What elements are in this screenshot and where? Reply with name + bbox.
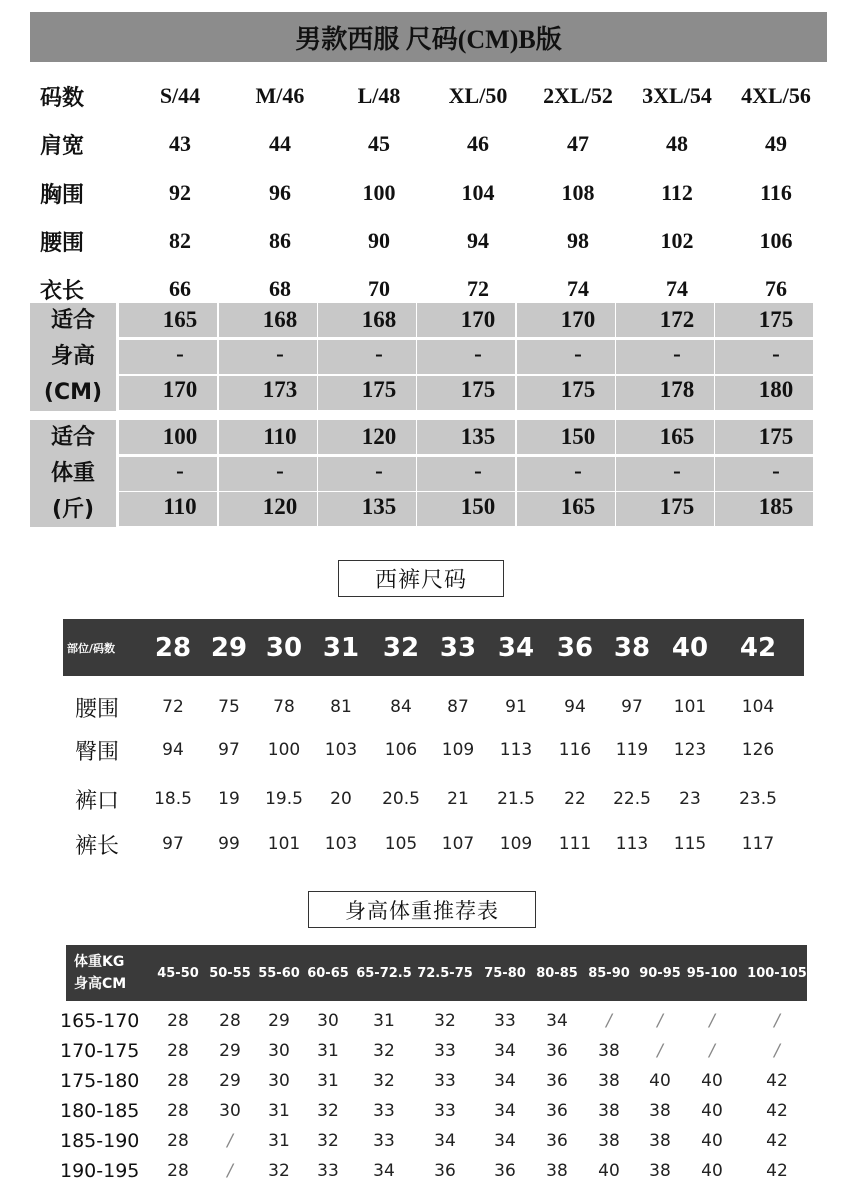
measurement-cell: 100 — [362, 180, 396, 205]
range-max: 170 — [162, 377, 198, 402]
pants-value-cell: 103 — [324, 834, 358, 854]
recommended-size-cell: 40 — [701, 1161, 723, 1181]
pants-value-cell: 21 — [447, 789, 469, 809]
recommended-size-cell: 33 — [373, 1131, 395, 1151]
recommend-row — [60, 1006, 820, 1036]
row-label: 衣长 — [40, 278, 85, 304]
range-dash: - — [474, 341, 482, 366]
measurement-cell: 102 — [660, 228, 694, 253]
suit-row-shoulder — [30, 120, 827, 168]
pants-size-header: 40 — [671, 632, 709, 663]
recommended-size-cell: 32 — [317, 1131, 339, 1151]
range-min: 168 — [361, 307, 397, 332]
weight-range-header: 100-105 — [747, 965, 807, 981]
recommended-size-cell: 31 — [268, 1131, 290, 1151]
recommend-row — [60, 1066, 820, 1096]
pants-value-cell: 97 — [218, 740, 240, 760]
range-max: 135 — [361, 494, 397, 519]
fit-label-line: 适合 — [50, 425, 95, 450]
pants-size-header: 33 — [439, 632, 477, 663]
recommended-size-cell: 33 — [434, 1071, 456, 1091]
range-max: 173 — [262, 377, 298, 402]
suit-size-header-row — [30, 72, 827, 120]
recommended-size-cell: 36 — [546, 1071, 568, 1091]
fit-label-line: 体重 — [50, 461, 95, 486]
pants-size-header: 31 — [322, 632, 360, 663]
range-dash: - — [673, 341, 681, 366]
recommended-size-cell: 29 — [219, 1041, 241, 1061]
recommended-size-cell: 40 — [701, 1071, 723, 1091]
range-max: 165 — [560, 494, 596, 519]
pants-value-cell: 119 — [615, 740, 649, 760]
pants-value-cell: 115 — [673, 834, 707, 854]
pants-value-cell: 91 — [505, 697, 527, 717]
recommended-size-cell: 38 — [649, 1161, 671, 1181]
pants-value-cell: 116 — [558, 740, 592, 760]
height-range-label: 170-175 — [60, 1040, 140, 1062]
range-max: 120 — [262, 494, 298, 519]
pants-size-header: 38 — [613, 632, 651, 663]
measurement-cell: 47 — [567, 131, 589, 156]
range-min: 110 — [263, 424, 297, 449]
pants-value-cell: 20 — [330, 789, 352, 809]
pants-row — [63, 728, 804, 772]
recommended-size-cell: 28 — [219, 1011, 241, 1031]
range-min: 150 — [560, 424, 596, 449]
recommended-size-cell: 34 — [494, 1131, 516, 1151]
recommended-size-cell: 32 — [317, 1101, 339, 1121]
measurement-cell: 104 — [461, 180, 495, 205]
recommended-size-cell: 40 — [598, 1161, 620, 1181]
range-max: 175 — [361, 377, 397, 402]
pants-value-cell: 97 — [162, 834, 184, 854]
recommend-corner-label — [74, 951, 126, 995]
measurement-cell: 98 — [567, 228, 589, 253]
range-min: 100 — [162, 424, 198, 449]
recommend-row — [60, 1126, 820, 1156]
pants-size-header: 32 — [382, 632, 420, 663]
recommended-size-cell: 42 — [766, 1071, 788, 1091]
recommended-size-cell: 30 — [268, 1041, 290, 1061]
height-range-label: 165-170 — [60, 1010, 140, 1032]
pants-size-header: 34 — [497, 632, 535, 663]
measurement-cell: 94 — [467, 228, 489, 253]
recommended-size-cell: 34 — [434, 1131, 456, 1151]
recommended-size-cell: 36 — [434, 1161, 456, 1181]
size-header-cell: 3XL/54 — [642, 83, 712, 108]
recommended-size-cell: 42 — [766, 1101, 788, 1121]
pants-value-cell: 103 — [324, 740, 358, 760]
recommended-size-cell: 31 — [268, 1101, 290, 1121]
measurement-cell: 106 — [759, 228, 793, 253]
pants-value-cell: 18.5 — [154, 789, 192, 809]
pants-row-label: 裤口 — [75, 788, 120, 814]
weight-range-header: 85-90 — [588, 965, 630, 981]
row-label: 肩宽 — [40, 133, 85, 159]
pants-value-cell: 109 — [441, 740, 475, 760]
pants-value-cell: 106 — [384, 740, 418, 760]
range-max: 110 — [163, 494, 197, 519]
measurement-cell: 108 — [561, 180, 595, 205]
measurement-cell: 72 — [467, 276, 489, 301]
weight-range-header: 72.5-75 — [417, 965, 473, 981]
recommended-size-cell: 31 — [317, 1041, 339, 1061]
recommended-size-cell: 36 — [546, 1131, 568, 1151]
corner-height-label: 身高CM — [74, 976, 127, 992]
pants-value-cell: 113 — [615, 834, 649, 854]
pants-size-header: 42 — [739, 632, 777, 663]
recommended-size-cell: 30 — [268, 1071, 290, 1091]
size-header-cell: S/44 — [159, 83, 201, 108]
pants-value-cell: 78 — [273, 697, 295, 717]
range-dash: - — [673, 458, 681, 483]
recommended-size-cell: 36 — [546, 1041, 568, 1061]
measurement-cell: 74 — [567, 276, 589, 301]
pants-value-cell: 99 — [218, 834, 240, 854]
recommended-size-cell: 34 — [494, 1101, 516, 1121]
recommended-size-cell: 29 — [268, 1011, 290, 1031]
range-min: 120 — [361, 424, 397, 449]
measurement-cell: 112 — [661, 180, 693, 205]
pants-row-label: 臀围 — [75, 739, 120, 765]
measurement-cell: 66 — [169, 276, 191, 301]
pants-header-row — [63, 619, 804, 676]
recommended-size-cell: 30 — [219, 1101, 241, 1121]
recommended-size-cell: 34 — [494, 1041, 516, 1061]
sizes-label: 码数 — [40, 85, 85, 111]
height-range-label: 190-195 — [60, 1160, 140, 1182]
pants-table-title: 西裤尺码 — [338, 560, 504, 597]
pants-value-cell: 20.5 — [382, 789, 420, 809]
fit-label-line: 适合 — [50, 308, 95, 333]
pants-row — [63, 685, 804, 729]
pants-value-cell: 19.5 — [265, 789, 303, 809]
row-label: 腰围 — [40, 230, 85, 256]
weight-range-header: 60-65 — [307, 965, 349, 981]
recommend-row — [60, 1096, 820, 1126]
measurement-cell: 92 — [169, 180, 191, 205]
height-range-label: 175-180 — [60, 1070, 140, 1092]
range-dash: - — [276, 458, 284, 483]
measurement-cell: 68 — [269, 276, 291, 301]
pants-value-cell: 117 — [741, 834, 775, 854]
pants-value-cell: 111 — [558, 834, 592, 854]
recommended-size-cell: 32 — [268, 1161, 290, 1181]
range-max: 178 — [659, 377, 695, 402]
fit-label-line: (斤) — [51, 497, 95, 522]
recommended-size-cell: 38 — [598, 1041, 620, 1061]
suit-row-waist — [30, 217, 827, 265]
recommended-size-cell: 32 — [373, 1071, 395, 1091]
pants-value-cell: 100 — [267, 740, 301, 760]
pants-size-header: 29 — [210, 632, 248, 663]
range-min: 175 — [758, 424, 794, 449]
pants-value-cell: 21.5 — [497, 789, 535, 809]
weight-fit-band — [30, 420, 827, 527]
size-header-cell: XL/50 — [448, 83, 508, 108]
pants-size-header: 30 — [265, 632, 303, 663]
pants-value-cell: 81 — [330, 697, 352, 717]
recommended-size-cell: / — [657, 1041, 663, 1061]
range-dash: - — [375, 458, 383, 483]
suit-size-table — [30, 12, 827, 527]
measurement-cell: 45 — [368, 131, 390, 156]
pants-value-cell: 109 — [499, 834, 533, 854]
height-range-label: 180-185 — [60, 1100, 140, 1122]
size-header-cell: 4XL/56 — [741, 83, 811, 108]
weight-range-header: 95-100 — [686, 965, 738, 981]
pants-value-cell: 107 — [441, 834, 475, 854]
recommended-size-cell: 29 — [219, 1071, 241, 1091]
recommended-size-cell: 33 — [373, 1101, 395, 1121]
pants-value-cell: 101 — [267, 834, 301, 854]
recommended-size-cell: 28 — [167, 1131, 189, 1151]
corner-weight-label: 体重KG — [74, 954, 125, 970]
recommended-size-cell: 38 — [546, 1161, 568, 1181]
recommended-size-cell: 40 — [701, 1131, 723, 1151]
recommended-size-cell: 28 — [167, 1101, 189, 1121]
recommended-size-cell: 36 — [494, 1161, 516, 1181]
recommended-size-cell: / — [774, 1041, 780, 1061]
recommended-size-cell: 34 — [494, 1071, 516, 1091]
pants-row — [63, 777, 804, 821]
recommended-size-cell: 38 — [598, 1071, 620, 1091]
range-max: 185 — [758, 494, 794, 519]
measurement-cell: 46 — [467, 131, 489, 156]
pants-value-cell: 87 — [447, 697, 469, 717]
recommended-size-cell: / — [227, 1161, 233, 1181]
recommended-size-cell: 34 — [373, 1161, 395, 1181]
pants-row — [63, 822, 804, 866]
range-min: 168 — [262, 307, 298, 332]
recommended-size-cell: 38 — [598, 1101, 620, 1121]
recommended-size-cell: 34 — [546, 1011, 568, 1031]
recommended-size-cell: 32 — [434, 1011, 456, 1031]
recommended-size-cell: / — [709, 1011, 715, 1031]
range-dash: - — [574, 458, 582, 483]
measurement-cell: 74 — [666, 276, 688, 301]
pants-value-cell: 23 — [679, 789, 701, 809]
fit-label-line: 身高 — [50, 344, 95, 369]
recommended-size-cell: 31 — [373, 1011, 395, 1031]
recommend-row — [60, 1156, 820, 1186]
pants-size-header: 36 — [556, 632, 594, 663]
pants-value-cell: 105 — [384, 834, 418, 854]
recommended-size-cell: 38 — [649, 1101, 671, 1121]
range-dash: - — [176, 458, 184, 483]
recommended-size-cell: / — [606, 1011, 612, 1031]
pants-value-cell: 113 — [499, 740, 533, 760]
measurement-cell: 90 — [368, 228, 390, 253]
range-dash: - — [276, 341, 284, 366]
pants-row-label: 腰围 — [75, 696, 120, 722]
measurement-cell: 48 — [666, 131, 688, 156]
recommended-size-cell: 42 — [766, 1161, 788, 1181]
recommended-size-cell: 36 — [546, 1101, 568, 1121]
recommend-row — [60, 1036, 820, 1066]
range-dash: - — [772, 341, 780, 366]
weight-range-header: 45-50 — [157, 965, 199, 981]
weight-range-header: 65-72.5 — [356, 965, 412, 981]
pants-value-cell: 75 — [218, 697, 240, 717]
row-label: 胸围 — [40, 182, 85, 208]
measurement-cell: 76 — [765, 276, 787, 301]
pants-value-cell: 94 — [564, 697, 586, 717]
recommend-table-title: 身高体重推荐表 — [308, 891, 536, 928]
range-max: 175 — [460, 377, 496, 402]
measurement-cell: 44 — [269, 131, 291, 156]
range-max: 175 — [659, 494, 695, 519]
recommended-size-cell: 33 — [494, 1011, 516, 1031]
pants-value-cell: 19 — [218, 789, 240, 809]
recommended-size-cell: 38 — [649, 1131, 671, 1151]
measurement-cell: 43 — [169, 131, 191, 156]
pants-value-cell: 22.5 — [613, 789, 651, 809]
recommended-size-cell: 33 — [434, 1041, 456, 1061]
measurement-cell: 70 — [368, 276, 390, 301]
range-min: 135 — [460, 424, 496, 449]
size-header-cell: M/46 — [255, 83, 305, 108]
weight-range-header: 80-85 — [536, 965, 578, 981]
recommended-size-cell: 40 — [701, 1101, 723, 1121]
recommended-size-cell: 28 — [167, 1041, 189, 1061]
recommended-size-cell: 28 — [167, 1071, 189, 1091]
pants-value-cell: 104 — [741, 697, 775, 717]
pants-value-cell: 97 — [621, 697, 643, 717]
measurement-cell: 82 — [169, 228, 191, 253]
fit-label-line: (CM) — [43, 380, 103, 405]
recommended-size-cell: / — [774, 1011, 780, 1031]
range-dash: - — [772, 458, 780, 483]
suit-row-chest — [30, 169, 827, 217]
range-max: 150 — [460, 494, 496, 519]
range-dash: - — [176, 341, 184, 366]
recommended-size-cell: 33 — [434, 1101, 456, 1121]
recommended-size-cell: 38 — [598, 1131, 620, 1151]
weight-range-header: 90-95 — [639, 965, 681, 981]
measurement-cell: 86 — [269, 228, 291, 253]
recommended-size-cell: 32 — [373, 1041, 395, 1061]
range-min: 165 — [162, 307, 198, 332]
recommended-size-cell: / — [657, 1011, 663, 1031]
pants-header-label: 部位/码数 — [67, 641, 116, 655]
range-min: 175 — [758, 307, 794, 332]
pants-value-cell: 22 — [564, 789, 586, 809]
recommended-size-cell: 33 — [317, 1161, 339, 1181]
recommended-size-cell: 42 — [766, 1131, 788, 1151]
range-dash: - — [474, 458, 482, 483]
range-dash: - — [574, 341, 582, 366]
weight-range-header: 50-55 — [209, 965, 251, 981]
range-min: 165 — [659, 424, 695, 449]
pants-value-cell: 84 — [390, 697, 412, 717]
weight-range-header: 55-60 — [258, 965, 300, 981]
recommended-size-cell: 31 — [317, 1071, 339, 1091]
recommended-size-cell: 28 — [167, 1161, 189, 1181]
recommended-size-cell: / — [709, 1041, 715, 1061]
measurement-cell: 49 — [765, 131, 787, 156]
size-header-cell: 2XL/52 — [543, 83, 613, 108]
recommended-size-cell: 28 — [167, 1011, 189, 1031]
range-min: 170 — [560, 307, 596, 332]
recommend-header-row — [66, 945, 807, 1001]
measurement-cell: 116 — [760, 180, 792, 205]
pants-value-cell: 72 — [162, 697, 184, 717]
height-range-label: 185-190 — [60, 1130, 140, 1152]
pants-value-cell: 94 — [162, 740, 184, 760]
recommended-size-cell: 30 — [317, 1011, 339, 1031]
pants-row-label: 裤长 — [75, 833, 120, 859]
range-min: 172 — [659, 307, 695, 332]
pants-value-cell: 23.5 — [739, 789, 777, 809]
range-max: 175 — [560, 377, 596, 402]
recommended-size-cell: 40 — [649, 1071, 671, 1091]
weight-range-header: 75-80 — [484, 965, 526, 981]
pants-value-cell: 123 — [673, 740, 707, 760]
size-header-cell: L/48 — [357, 83, 401, 108]
recommended-size-cell: / — [227, 1131, 233, 1151]
pants-value-cell: 126 — [741, 740, 775, 760]
height-fit-band — [30, 303, 827, 411]
pants-value-cell: 101 — [673, 697, 707, 717]
suit-table-title: 男款西服 尺码(CM)B版 — [30, 12, 827, 62]
range-min: 170 — [460, 307, 496, 332]
range-dash: - — [375, 341, 383, 366]
pants-size-header: 28 — [154, 632, 192, 663]
range-max: 180 — [758, 377, 794, 402]
measurement-cell: 96 — [269, 180, 291, 205]
